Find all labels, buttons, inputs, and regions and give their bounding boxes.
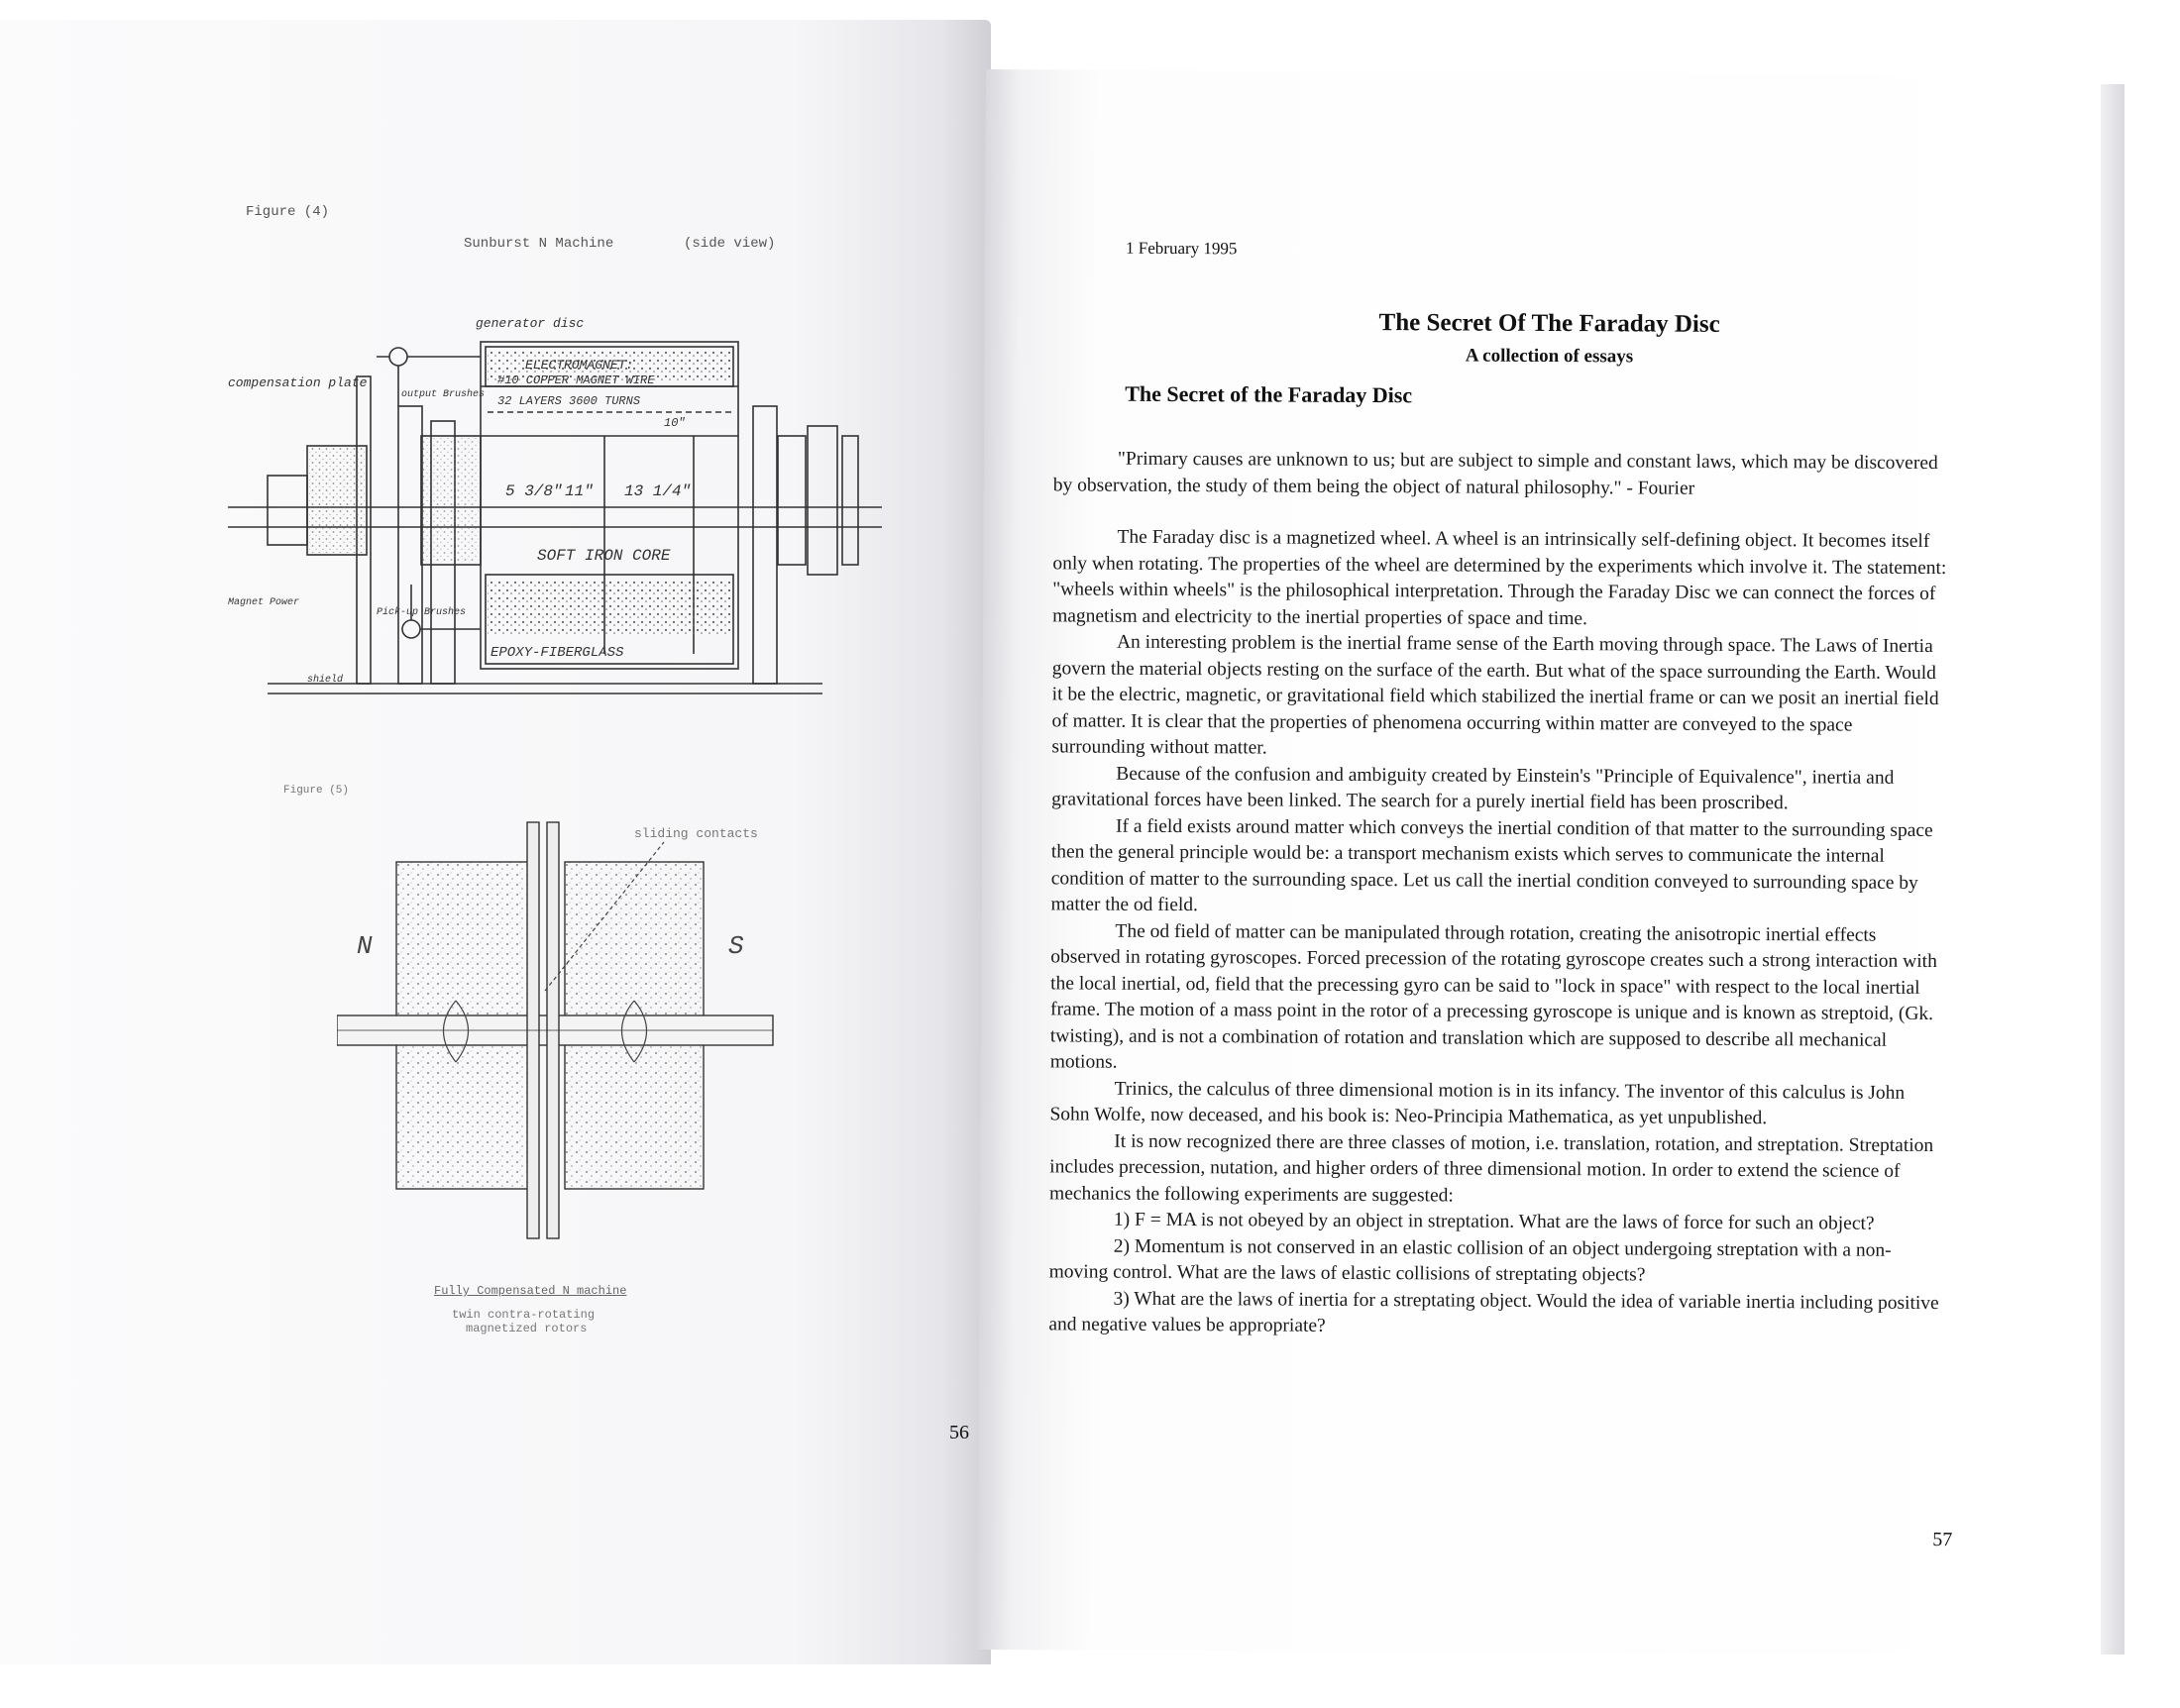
figure4-diagram bbox=[228, 287, 882, 723]
figure5-label: Figure (5) bbox=[283, 785, 350, 797]
experiment-item: 1) F = MA is not obeyed by an object in streptation. What are the laws of force for such an object? bbox=[1113, 1209, 1875, 1234]
paragraph: The od field of matter can be manipulated through rotation, creating the anisotropic inertial effects observed in rotating gyroscopes. Forced precession of the rotating gyroscope creates such a strong interaction with the local inertial, od, field that the precessing gyro can be said to "lock in space" with respect to the local inertial frame. The motion of a mass point in the rotor of a precessing gyroscope is unique and is known as streptoid, (Gk. twisting), and is not a combination of rotation and translation which are supposed to describe all mechanical motions. bbox=[1049, 920, 1937, 1073]
figure5-caption-1: Fully Compensated N machine bbox=[434, 1284, 627, 1298]
paragraph: The Faraday disc is a magnetized wheel. A wheel is an intrinsically self-defining object. It becomes itself only when rotating. The properties of the wheel are determined by the experiments which involve it. The statement: "wheels within wheels" is the philosophical interpretation. Through the Faraday Disc we can connect the forces of magnetism and electricity to the inertial properties of space and time. bbox=[1052, 526, 1947, 629]
figure5-caption-3: magnetized rotors bbox=[466, 1322, 588, 1335]
label-output-brushes: output Brushes bbox=[401, 389, 486, 400]
experiment-item: 2) Momentum is not conserved in an elastic collision of an object undergoing streptation with a non-moving control. What are the laws of elastic collisions of streptating objects? bbox=[1048, 1235, 1892, 1286]
left-page-number: 56 bbox=[949, 1422, 969, 1443]
label-generator-disc: generator disc bbox=[476, 316, 585, 331]
paragraph: An interesting problem is the inertial frame sense of the Earth moving through space. The Laws of Inertia govern the material objects resting on the surface of the earth. But what of the space surrounding the Earth. Would it be the electric, magnetic, or gravitational field which stabilized the inertial frame or can we posit an inertial field of matter. It is clear that the properties of phenomena occurring within matter are conveyed to the space surrounding without matter. bbox=[1051, 631, 1939, 759]
right-page bbox=[978, 69, 2116, 1655]
label-shield: shield bbox=[307, 675, 344, 686]
label-layers: 32 LAYERS 3600 TURNS bbox=[497, 394, 641, 408]
paragraph: It is now recognized there are three classes of motion, i.e. translation, rotation, and streptation. Streptation includes precession, nutation, and higher orders of three dimensional motion. In order to extend the science of mechanics the following experiments are suggested: bbox=[1049, 1130, 1934, 1206]
figure5-n: N bbox=[357, 931, 373, 961]
label-electromagnet: ELECTROMAGNET: bbox=[525, 358, 634, 373]
essay-date: 1 February 1995 bbox=[1126, 238, 1238, 259]
paragraph: Trinics, the calculus of three dimensional motion is in its infancy. The inventor of this calculus is John Sohn Wolfe, now deceased, and his book is: Neo-Principia Mathematica, as yet unpublished. bbox=[1049, 1078, 1906, 1129]
label-dim-c: 13 1/4" bbox=[624, 482, 692, 500]
page-edge bbox=[2101, 84, 2125, 1655]
figure5-sliding: sliding contacts bbox=[634, 826, 758, 841]
essay-body bbox=[1048, 446, 1950, 1342]
figure4-title: Sunburst N Machine bbox=[464, 236, 614, 252]
label-magnet-power: Magnet Power bbox=[228, 597, 300, 608]
left-page bbox=[0, 20, 991, 1664]
figure5-s: S bbox=[728, 931, 744, 961]
book-title: The Secret Of The Faraday Disc bbox=[1378, 309, 1720, 338]
figure4-view: (side view) bbox=[684, 236, 776, 252]
label-copper-wire: #10 COPPER MAGNET WIRE bbox=[497, 374, 655, 387]
figure4-label: Figure (4) bbox=[246, 204, 330, 220]
label-epoxy: EPOXY-FIBERGLASS bbox=[490, 645, 624, 661]
label-dim-d: 10" bbox=[664, 416, 686, 430]
experiment-item: 3) What are the laws of inertia for a streptating object. Would the idea of variable inertia including positive and negative values be appropriate? bbox=[1048, 1288, 1939, 1336]
book-subtitle: A collection of essays bbox=[1465, 345, 1634, 368]
figure5-diagram bbox=[337, 802, 813, 1258]
label-compensation-plate: compensation plate bbox=[228, 375, 368, 390]
paragraph: If a field exists around matter which conveys the inertial condition of that matter to the surrounding space then the general principle would be: a transport mechanism exists which serves to communicate the internal condition of matter to the surrounding space. Let us call the inertial condition conveyed to surrounding space by matter the od field. bbox=[1050, 815, 1933, 916]
figure5-caption-2: twin contra-rotating bbox=[452, 1308, 596, 1322]
label-dim-b: 11" bbox=[565, 482, 594, 500]
label-pickup-brushes: Pick-up Brushes bbox=[377, 607, 467, 618]
section-heading: The Secret of the Faraday Disc bbox=[1125, 380, 1413, 408]
label-dim-a: 5 3/8" bbox=[505, 482, 563, 500]
right-page-number: 57 bbox=[1932, 1529, 1953, 1551]
label-core: SOFT IRON CORE bbox=[537, 547, 671, 565]
paragraph: Because of the confusion and ambiguity created by Einstein's "Principle of Equivalence", inertia and gravitational forces have been linked. The search for a purely inertial field has been proscribed. bbox=[1051, 763, 1895, 814]
fourier-quote: "Primary causes are unknown to us; but are subject to simple and constant laws, which may be discovered by observation, the study of them being the object of natural philosophy." - Fourier bbox=[1052, 448, 1938, 499]
